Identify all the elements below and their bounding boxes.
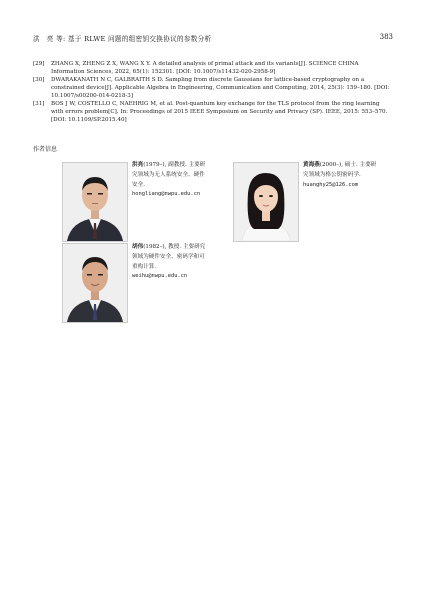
running-head [33, 33, 393, 45]
author-email: huanghy25@126.com [303, 181, 359, 188]
reference-text: DWARAKANATH N C, GALBRAITH S D. Sampling from discrete Gaussians for lattice-based cryptography on a constrained device[J]. Applicable Algebra in Engineering, Communication and Computing, 2014, 25(3): 159–180. [DOI: 10.1007/s00200-014-0218-3] [51, 77, 390, 99]
author-bio-hu-wei [132, 243, 242, 282]
author-bio-hong-liang [132, 161, 242, 200]
reference-text: BOS J W, COSTELLO C, NAEHRIG M, et al. Post-quantum key exchange for the TLS protocol from the ring learning with errors problem[C]. In: Proceedings of 2015 IEEE Symposium on Security and Privacy (SP). IEEE, 2015: 553–570. [DOI: 10.1109/SP.2015.40] [51, 101, 388, 123]
author-bio-line: 究领域为无人系统安全、硬件 [132, 171, 205, 178]
author-photo-hu-wei [62, 243, 128, 323]
reference-item [33, 77, 393, 100]
author-bio-huang-haiyan [303, 161, 403, 190]
reference-number: [30] [33, 77, 45, 84]
running-title: 洪 亮 等: 基于 RLWE 问题的组密钥交换协议的参数分析 [33, 35, 212, 43]
author-photo-hong-liang [62, 162, 128, 242]
author-bio-line: 安全. [132, 181, 145, 188]
author-name: 洪亮 [132, 162, 144, 168]
author-bio-line: 究领域为格公钥密码学. [303, 171, 361, 178]
reference-number: [29] [33, 61, 45, 67]
reference-number: [31] [33, 101, 45, 108]
author-bio-line: 重构计算. [132, 263, 157, 270]
reference-text: ZHANG X, ZHENG Z X, WANG X Y. A detailed analysis of primal attack and its variants[J]. SCIENCE CHINA Information Sciences, 2022, 65(1): 152301. [DOI: 10.1007/s11432-020-2958-9] [51, 61, 359, 75]
author-email: weihu@nwpu.edu.cn [132, 273, 188, 280]
reference-list [33, 61, 393, 125]
reference-item [33, 61, 393, 76]
author-bio-line: (1982–), 教授. 主要研究 [143, 244, 206, 250]
author-email: hongliang@nwpu.edu.cn [132, 191, 201, 198]
author-bio-line: 领域为硬件安全、密码学和可 [132, 253, 205, 260]
author-name: 胡伟 [132, 244, 144, 250]
author-bio-line: (1979–), 副教授. 主要研 [143, 162, 206, 168]
reference-item [33, 101, 393, 124]
author-bio-line: (2000–), 硕士. 主要研 [319, 162, 377, 168]
author-name: 黄海燕 [303, 162, 320, 168]
author-photo-huang-haiyan [233, 162, 299, 242]
page-number: 383 [379, 33, 393, 41]
author-info-heading: 作者信息 [33, 146, 58, 153]
